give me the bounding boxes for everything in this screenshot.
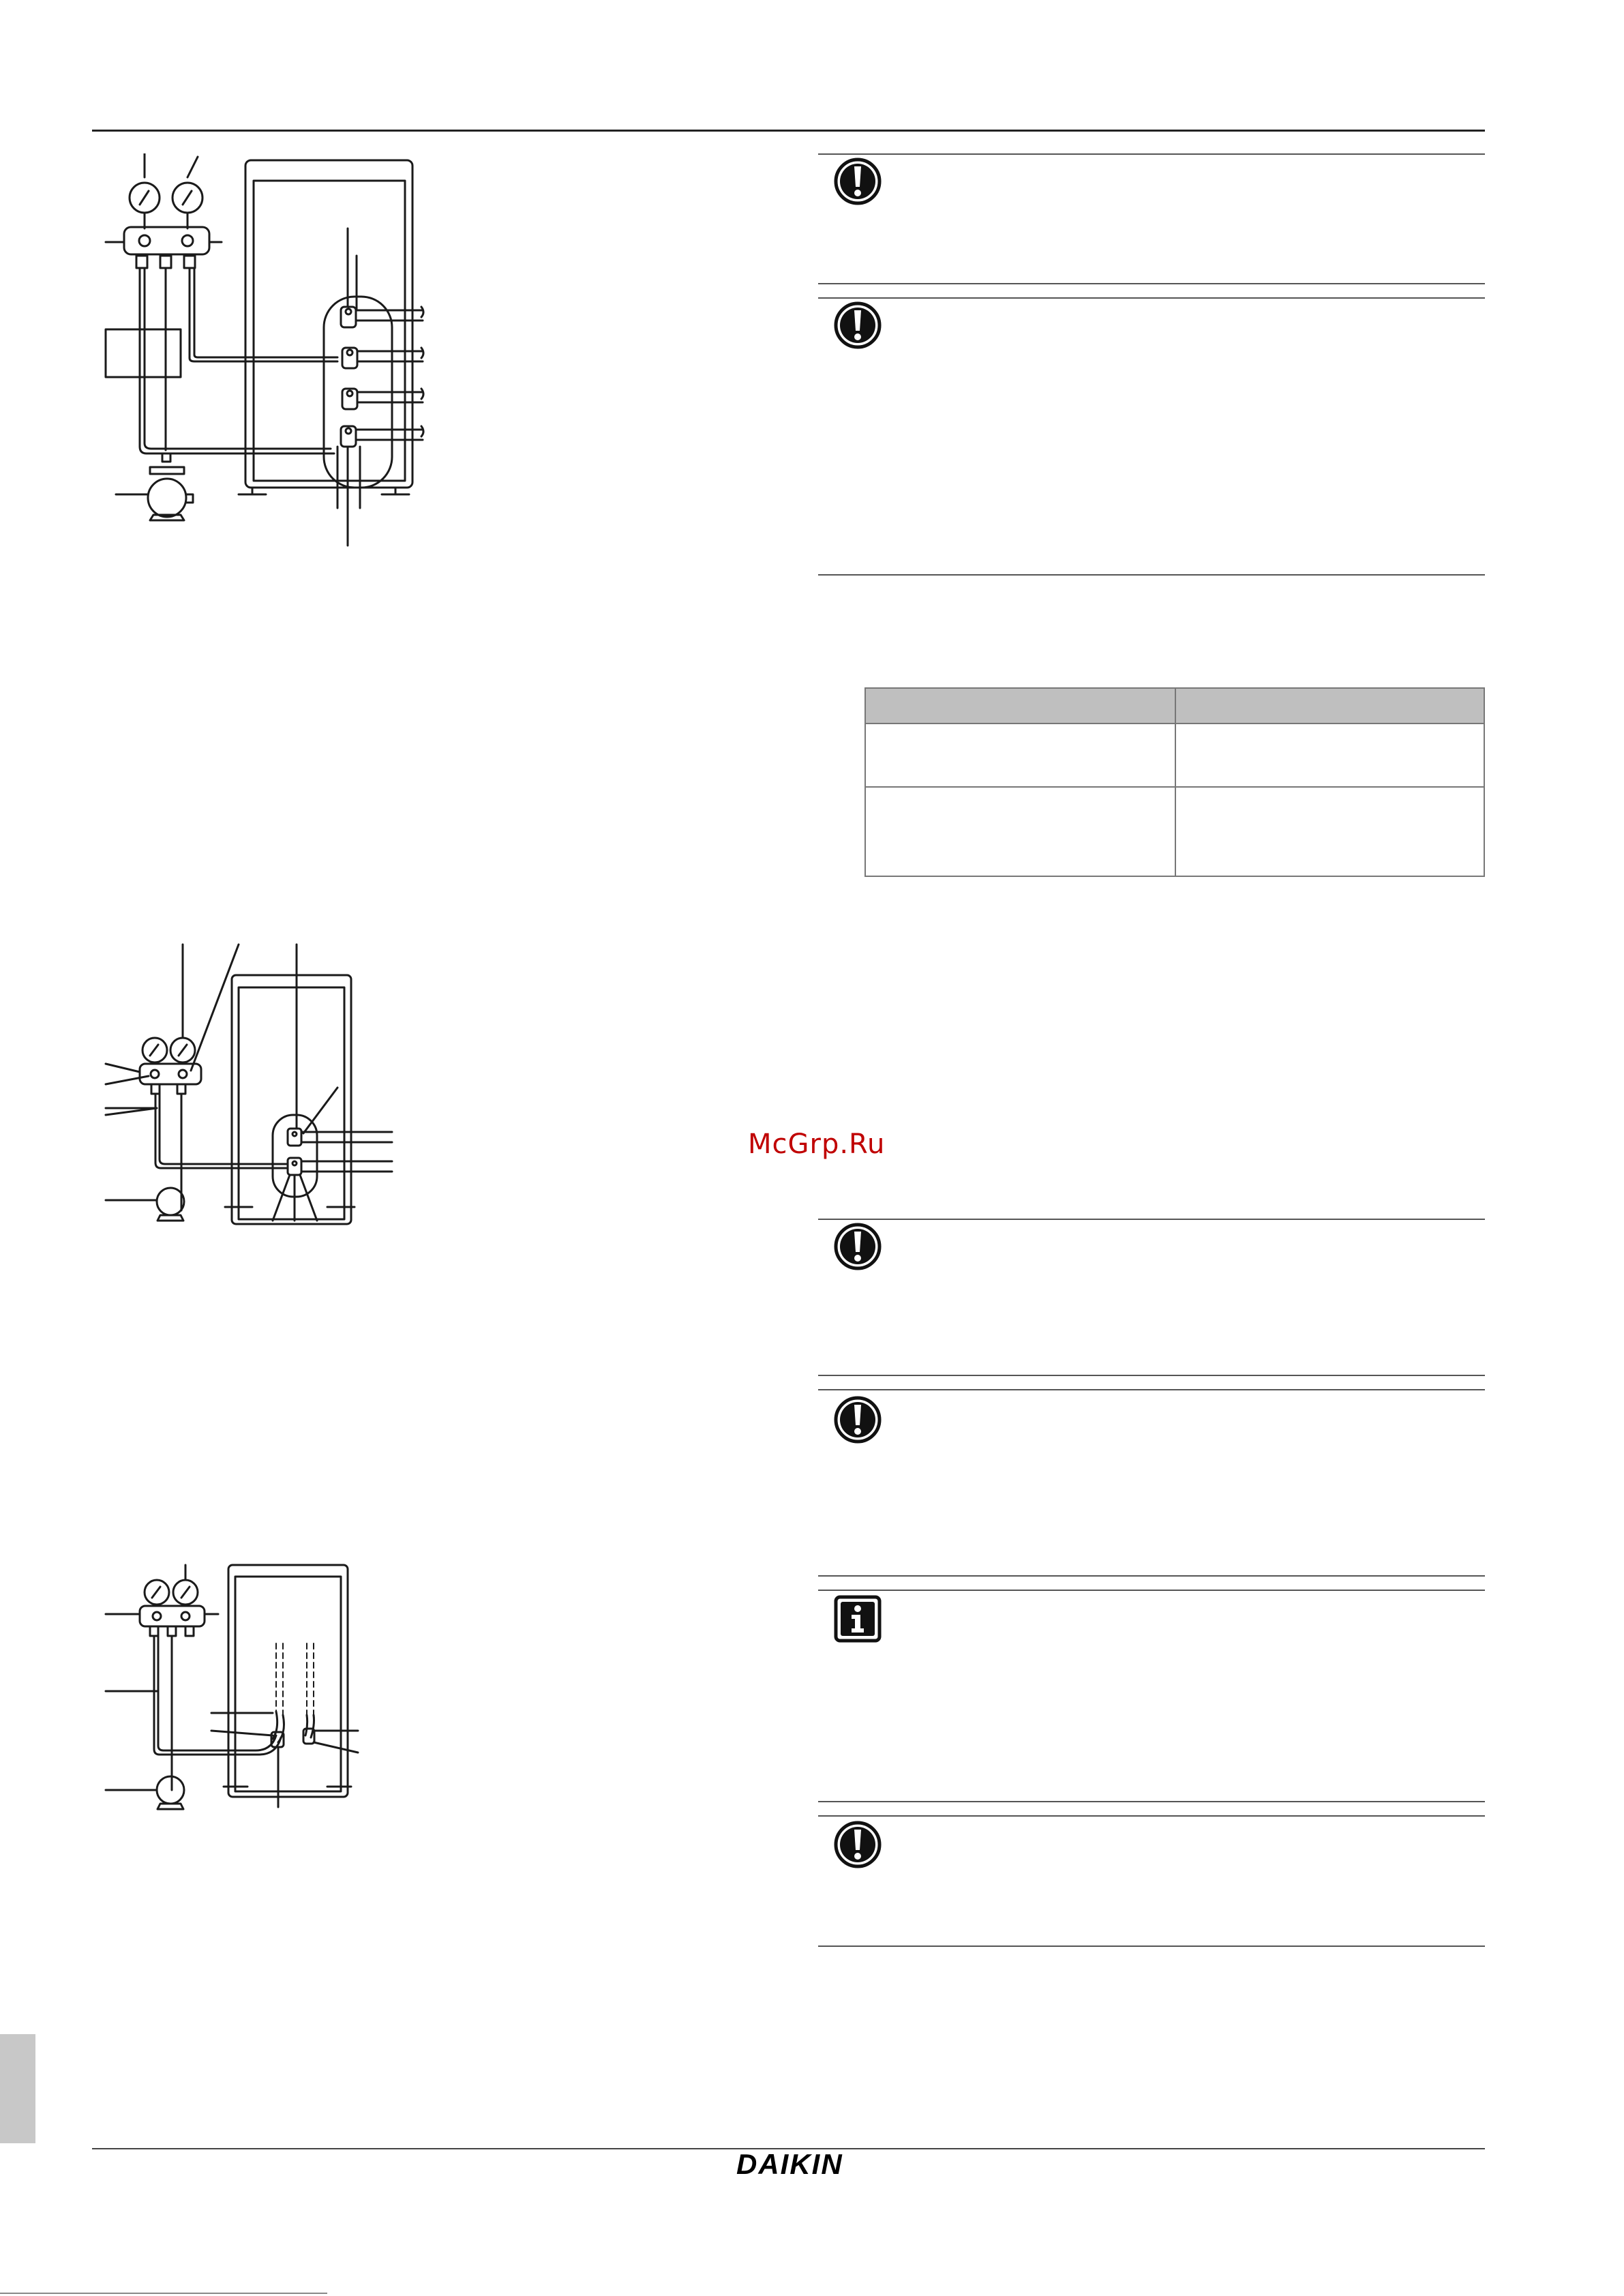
figure-vacuum-setup-internal-valves bbox=[102, 1562, 375, 1821]
exclamation-icon bbox=[833, 1222, 882, 1271]
exclamation-icon bbox=[833, 1395, 882, 1444]
watermark: McGrp.Ru bbox=[748, 1129, 886, 1160]
notice-2-top-rule bbox=[818, 297, 1485, 299]
notice-3-top-rule bbox=[818, 1219, 1485, 1220]
side-tab bbox=[0, 2034, 35, 2143]
header-rule bbox=[92, 130, 1485, 132]
notice-5-top-rule bbox=[818, 1590, 1485, 1591]
notice-4-bottom-rule bbox=[818, 1575, 1485, 1577]
notice-6-top-rule bbox=[818, 1815, 1485, 1817]
notice-5-bottom-rule bbox=[818, 1801, 1485, 1802]
exclamation-icon bbox=[833, 157, 882, 206]
figure-vacuum-setup-4-valves bbox=[102, 153, 430, 549]
notice-2-bottom-rule bbox=[818, 574, 1485, 576]
notice-1-top-rule bbox=[818, 153, 1485, 155]
notice-1-bottom-rule bbox=[818, 283, 1485, 284]
notice-3-bottom-rule bbox=[818, 1375, 1485, 1376]
notice-6-bottom-rule bbox=[818, 1945, 1485, 1947]
daikin-logo: DAIKIN bbox=[736, 2148, 843, 2180]
exclamation-icon bbox=[833, 1820, 882, 1869]
exclamation-icon bbox=[833, 301, 882, 350]
bottom-edge-rule bbox=[0, 2293, 327, 2294]
info-icon bbox=[833, 1594, 882, 1643]
data-table bbox=[864, 687, 1485, 877]
notice-4-top-rule bbox=[818, 1389, 1485, 1390]
figure-vacuum-setup-2-valves bbox=[102, 941, 395, 1227]
